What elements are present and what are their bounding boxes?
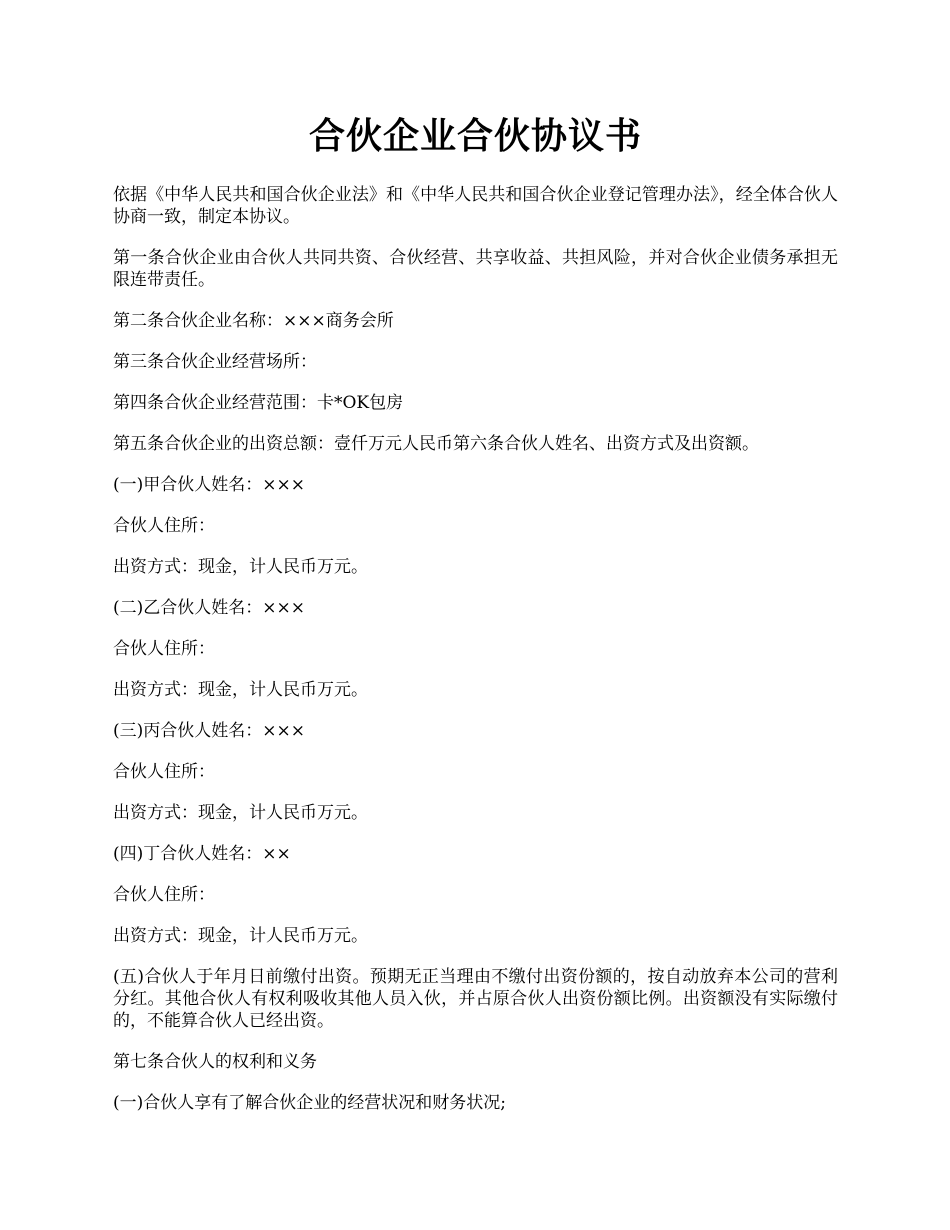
paragraph-partner-c-address: 合伙人住所：: [113, 762, 215, 782]
paragraph-partner-c-contribution: 出资方式：现金，计人民币万元。: [113, 803, 368, 823]
paragraph-partner-a-name: (一)甲合伙人姓名：×××: [113, 475, 305, 495]
document-title: 合伙企业合伙协议书: [308, 115, 642, 157]
paragraph-article-7-item-1: (一)合伙人享有了解合伙企业的经营状况和财务状况;: [113, 1093, 506, 1113]
paragraph-partner-b-contribution: 出资方式：现金，计人民币万元。: [113, 680, 368, 700]
document-body: [113, 184, 838, 1114]
paragraph-preamble: 依据《中华人民共和国合伙企业法》和《中华人民共和国合伙企业登记管理办法》，经全体合伙人协商一致，制定本协议。: [113, 185, 838, 227]
paragraph-article-2: 第二条合伙企业名称：×××商务会所: [113, 311, 394, 331]
paragraph-article-3: 第三条合伙企业经营场所：: [113, 352, 317, 372]
paragraph-partner-d-name: (四)丁合伙人姓名：××: [113, 844, 291, 864]
paragraph-article-7: 第七条合伙人的权利和义务: [113, 1052, 317, 1072]
paragraph-article-4: 第四条合伙企业经营范围：卡*OK包房: [113, 393, 404, 413]
paragraph-partner-b-address: 合伙人住所：: [113, 639, 215, 659]
paragraph-partner-b-name: (二)乙合伙人姓名：×××: [113, 598, 305, 618]
paragraph-contribution-deadline: (五)合伙人于年月日前缴付出资。预期无正当理由不缴付出资份额的，按自动放弃本公司的营利分红。其他合伙人有权利吸收其他人员入伙，并占原合伙人出资份额比例。出资额没有实际缴付的，不能算合伙人已经出资。: [113, 967, 838, 1031]
paragraph-article-5: 第五条合伙企业的出资总额：壹仟万元人民币第六条合伙人姓名、出资方式及出资额。: [113, 434, 759, 454]
paragraph-partner-d-contribution: 出资方式：现金，计人民币万元。: [113, 926, 368, 946]
paragraph-partner-c-name: (三)丙合伙人姓名：×××: [113, 721, 305, 741]
paragraph-partner-d-address: 合伙人住所：: [113, 885, 215, 905]
paragraph-partner-a-contribution: 出资方式：现金，计人民币万元。: [113, 557, 368, 577]
paragraph-article-1: 第一条合伙企业由合伙人共同共资、合伙经营、共享收益、共担风险，并对合伙企业债务承担无限连带责任。: [113, 248, 838, 290]
paragraph-partner-a-address: 合伙人住所：: [113, 516, 215, 536]
